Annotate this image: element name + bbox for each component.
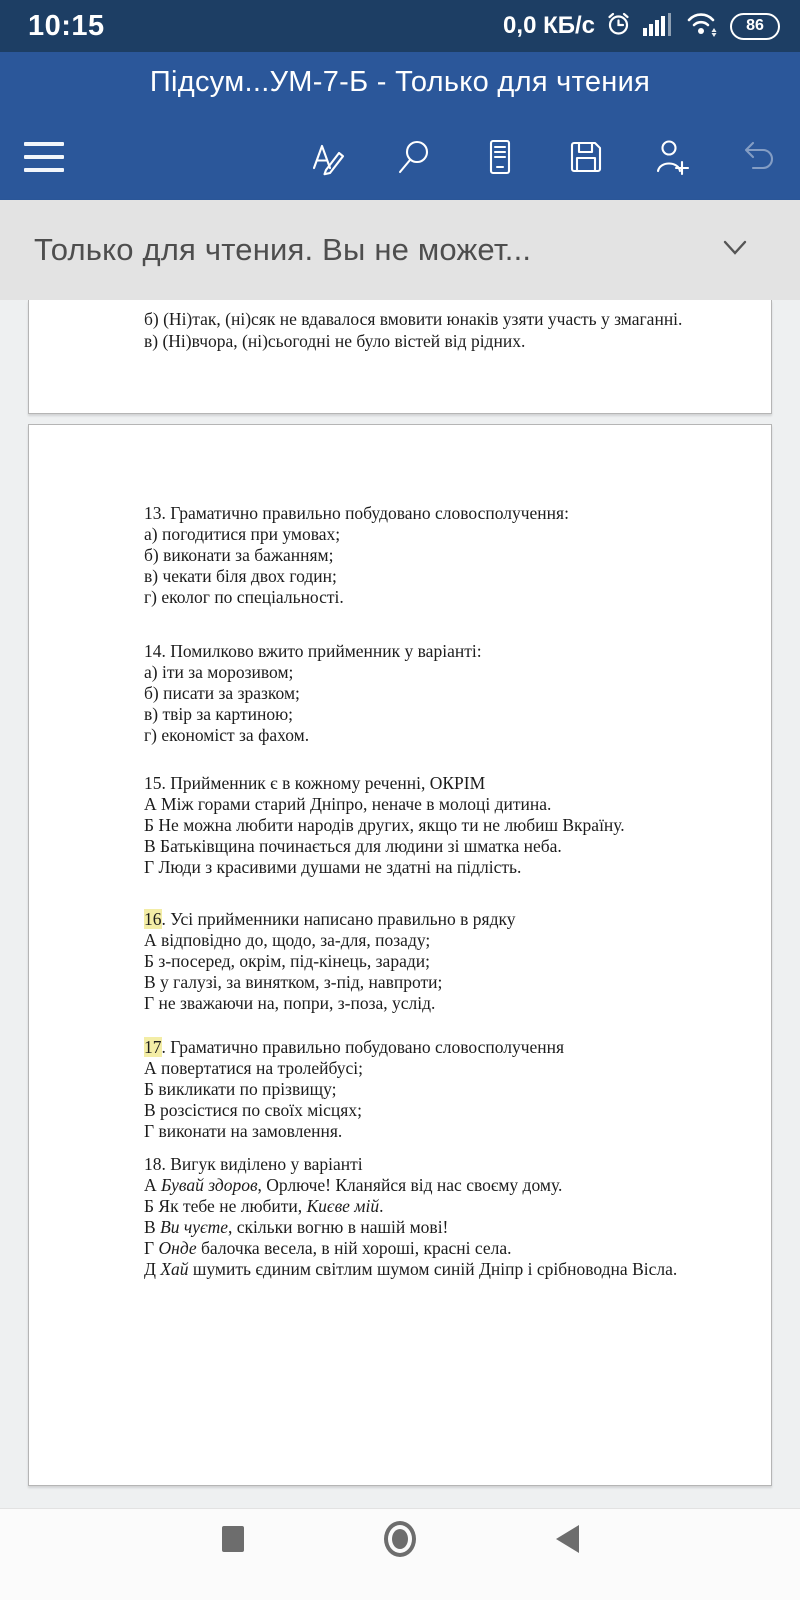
status-bar bbox=[0, 0, 800, 52]
doc-line: 17. Граматично правильно побудовано словосполучення bbox=[144, 1037, 565, 1057]
battery-icon bbox=[730, 13, 780, 40]
undo-icon[interactable] bbox=[738, 137, 778, 177]
document-title: Підсум...УМ-7-Б - Только для чтения bbox=[149, 66, 651, 98]
clock-time: 10:15 bbox=[28, 9, 105, 42]
doc-line: Г Люди з красивими душами не здатні на підлість. bbox=[144, 857, 522, 877]
toolbar bbox=[0, 114, 800, 200]
doc-line: 14. Помилково вжито прийменник у варіанті: bbox=[144, 641, 482, 661]
doc-line: г) еколог по спеціальності. bbox=[144, 587, 344, 607]
doc-line: Г Онде балочка весела, в ній хороші, красні села. bbox=[144, 1238, 512, 1258]
doc-line: Д Хай шумить єдиним світлим шумом синій Дніпр і срібноводна Вісла. bbox=[144, 1259, 678, 1279]
android-nav-bar bbox=[0, 1509, 800, 1600]
signal-icon bbox=[642, 11, 676, 42]
alarm-icon bbox=[605, 10, 632, 42]
question-block-q13 bbox=[144, 503, 757, 608]
menu-icon[interactable] bbox=[24, 142, 64, 172]
doc-line: В Батьківщина починається для людини зі шматка неба. bbox=[144, 836, 562, 856]
readonly-banner-text: Только для чтения. Вы не может... bbox=[34, 232, 532, 267]
battery-percent: 86 bbox=[746, 17, 764, 34]
doc-line: Б з-посеред, окрім, під-кінець, заради; bbox=[144, 951, 430, 971]
doc-line: в) (Ні)вчора, (ні)сьогодні не було вістей від рідних. bbox=[144, 331, 526, 351]
app-bar bbox=[0, 52, 800, 200]
doc-line: В у галузі, за винятком, з-під, навпроти; bbox=[144, 972, 443, 992]
doc-line: Б Не можна любити народів других, якщо ти не любиш Вкраїну. bbox=[144, 815, 625, 835]
document-scroll-area[interactable] bbox=[0, 300, 800, 1508]
doc-line: б) (Ні)так, (ні)сяк не вдавалося вмовити юнаків узяти участь у змаганні. bbox=[144, 309, 683, 329]
question-block-q17 bbox=[144, 1037, 757, 1142]
doc-line: б) писати за зразком; bbox=[144, 683, 300, 703]
document-page-1 bbox=[28, 300, 772, 414]
doc-line: Б Як тебе не любити, Києве мій. bbox=[144, 1196, 384, 1216]
doc-line: В розсістися по своїх місцях; bbox=[144, 1100, 362, 1120]
chevron-down-icon[interactable] bbox=[718, 234, 752, 265]
doc-line: А повертатися на тролейбусі; bbox=[144, 1058, 363, 1078]
doc-line: А відповідно до, щодо, за-для, позаду; bbox=[144, 930, 431, 950]
doc-line: а) іти за морозивом; bbox=[144, 662, 294, 682]
share-person-add-icon[interactable] bbox=[652, 137, 692, 177]
doc-line: Г виконати на замовлення. bbox=[144, 1121, 343, 1141]
question-block-q15 bbox=[144, 773, 757, 878]
readonly-banner[interactable] bbox=[0, 200, 800, 300]
doc-line: Г не зважаючи на, попри, з-поза, услід. bbox=[144, 993, 436, 1013]
network-speed: 0,0 КБ/с bbox=[503, 12, 595, 39]
wifi-icon bbox=[686, 10, 720, 43]
doc-line: г) економіст за фахом. bbox=[144, 725, 310, 745]
home-circle-icon[interactable] bbox=[384, 1521, 416, 1557]
doc-line: А Між горами старий Дніпро, неначе в молоці дитина. bbox=[144, 794, 552, 814]
doc-line: в) твір за картиною; bbox=[144, 704, 294, 724]
save-icon[interactable] bbox=[566, 137, 606, 177]
page-2-content bbox=[144, 503, 757, 1280]
recents-square-icon[interactable] bbox=[222, 1526, 244, 1552]
page-1-content bbox=[144, 308, 757, 352]
doc-line: Б викликати по прізвищу; bbox=[144, 1079, 337, 1099]
document-page-2 bbox=[28, 424, 772, 1486]
doc-line: в) чекати біля двох годин; bbox=[144, 566, 337, 586]
search-highlight: 17 bbox=[144, 1037, 162, 1057]
doc-line: А Бувай здоров, Орлюче! Кланяйся від нас своєму дому. bbox=[144, 1175, 563, 1195]
doc-line: б) виконати за бажанням; bbox=[144, 545, 334, 565]
doc-line: 18. Вигук виділено у варіанті bbox=[144, 1154, 363, 1174]
search-icon[interactable] bbox=[394, 137, 434, 177]
question-block-q14 bbox=[144, 641, 757, 746]
doc-line: 13. Граматично правильно побудовано словосполучення: bbox=[144, 503, 569, 523]
doc-line: 16. Усі прийменники написано правильно в рядку bbox=[144, 909, 516, 929]
doc-line: а) погодитися при умовах; bbox=[144, 524, 341, 544]
mobile-view-icon[interactable] bbox=[480, 137, 520, 177]
back-triangle-icon[interactable] bbox=[556, 1525, 579, 1553]
doc-line: 15. Прийменник є в кожному реченні, ОКРІМ bbox=[144, 773, 486, 793]
search-highlight: 16 bbox=[144, 909, 162, 929]
question-block-q16 bbox=[144, 909, 757, 1014]
edit-icon[interactable] bbox=[308, 137, 348, 177]
doc-line: В Ви чуєте, скільки вогню в нашій мові! bbox=[144, 1217, 449, 1237]
question-block-q18 bbox=[144, 1154, 757, 1280]
